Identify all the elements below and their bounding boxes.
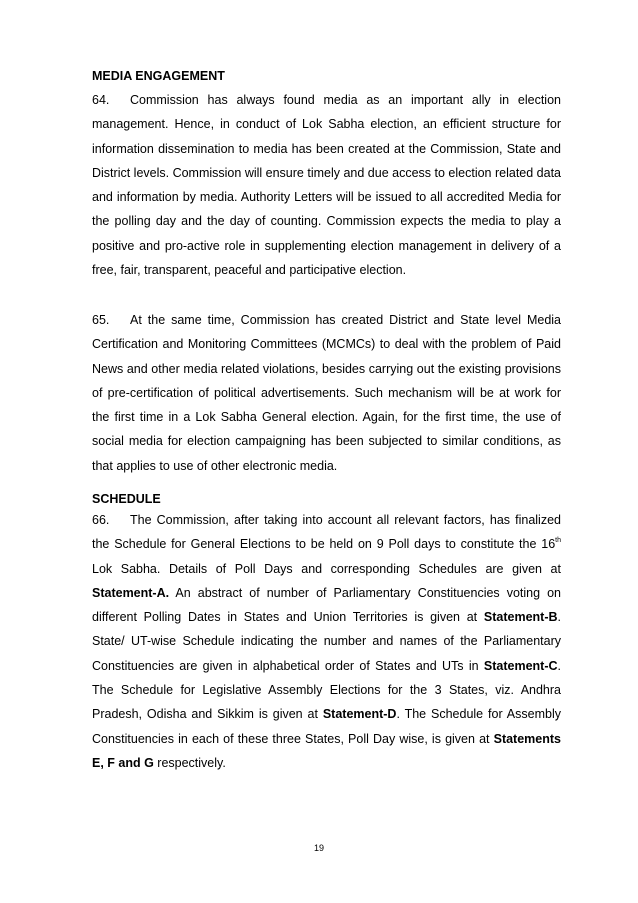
schedule-heading: SCHEDULE — [92, 492, 161, 506]
paragraph-65 — [92, 308, 561, 478]
paragraph-text: At the same time, Commission has created District and State level Media Certification and Monitoring Committees (MCMCs) to deal with the problem of Paid News and other media related violations, besides carrying out the existing provisions of pre-certification of political advertisements. Such mechanism will be at work for the first time in a Lok Sabha General election. Again, for the first time, the use of social media for election campaigning has been subjected to similar conditions, as that applies to use of other electronic media. — [92, 313, 561, 473]
paragraph-64 — [92, 88, 561, 282]
paragraph-text: . The Schedule for Legislative Assembly Elections for the 3 States, viz. Andhra Pradesh, Odisha and Sikkim is given at — [92, 658, 561, 722]
statement-c-reference: Statement-C — [483, 658, 558, 673]
ordinal-superscript: th — [555, 537, 561, 545]
paragraph-text: The Commission, after taking into account all relevant factors, has finalized the Schedule for General Elections to be held on 9 Poll days to constitute the 16 — [92, 513, 561, 552]
paragraph-text: Commission has always found media as an important ally in election management. Hence, in conduct of Lok Sabha election, an efficient structure for information dissemination to media has been created at the Commission, State and District levels. Commission will ensure timely and due access to election related data and information by media. Authority Letters will be issued to all accredited Media for the polling day and the day of counting. Commission expects the media to play a positive and pro-active role in supplementing election management in delivery of a free, fair, transparent, peaceful and participative election. — [92, 93, 561, 278]
paragraph-number: 65. — [92, 313, 110, 327]
paragraph-text: Lok Sabha. Details of Poll Days and corresponding Schedules are given at — [92, 561, 561, 576]
paragraph-text: . State/ UT-wise Schedule indicating the number and names of the Parliamentary Constituencies are given in alphabetical order of States and UTs in — [92, 610, 561, 673]
media-engagement-heading: MEDIA ENGAGEMENT — [92, 69, 225, 83]
page-number: 19 — [313, 843, 324, 853]
paragraph-text: An abstract of number of Parliamentary Constituencies voting on different Polling Dates in States and Union Territories is given at — [92, 585, 561, 625]
paragraph-text: respectively. — [153, 755, 226, 770]
paragraph-number: 64. — [92, 93, 110, 107]
paragraph-text: . The Schedule for Assembly Constituencies in each of these three States, Poll Day wise, is given at — [92, 707, 561, 746]
statement-d-reference: Statement-D — [322, 707, 397, 722]
paragraph-number: 66. — [92, 513, 110, 527]
statement-a-reference: Statement-A. — [92, 585, 170, 600]
statement-b-reference: Statement-B — [483, 610, 558, 625]
paragraph-66 — [92, 508, 561, 775]
statements-efg-reference: Statements E, F and G — [92, 731, 561, 770]
